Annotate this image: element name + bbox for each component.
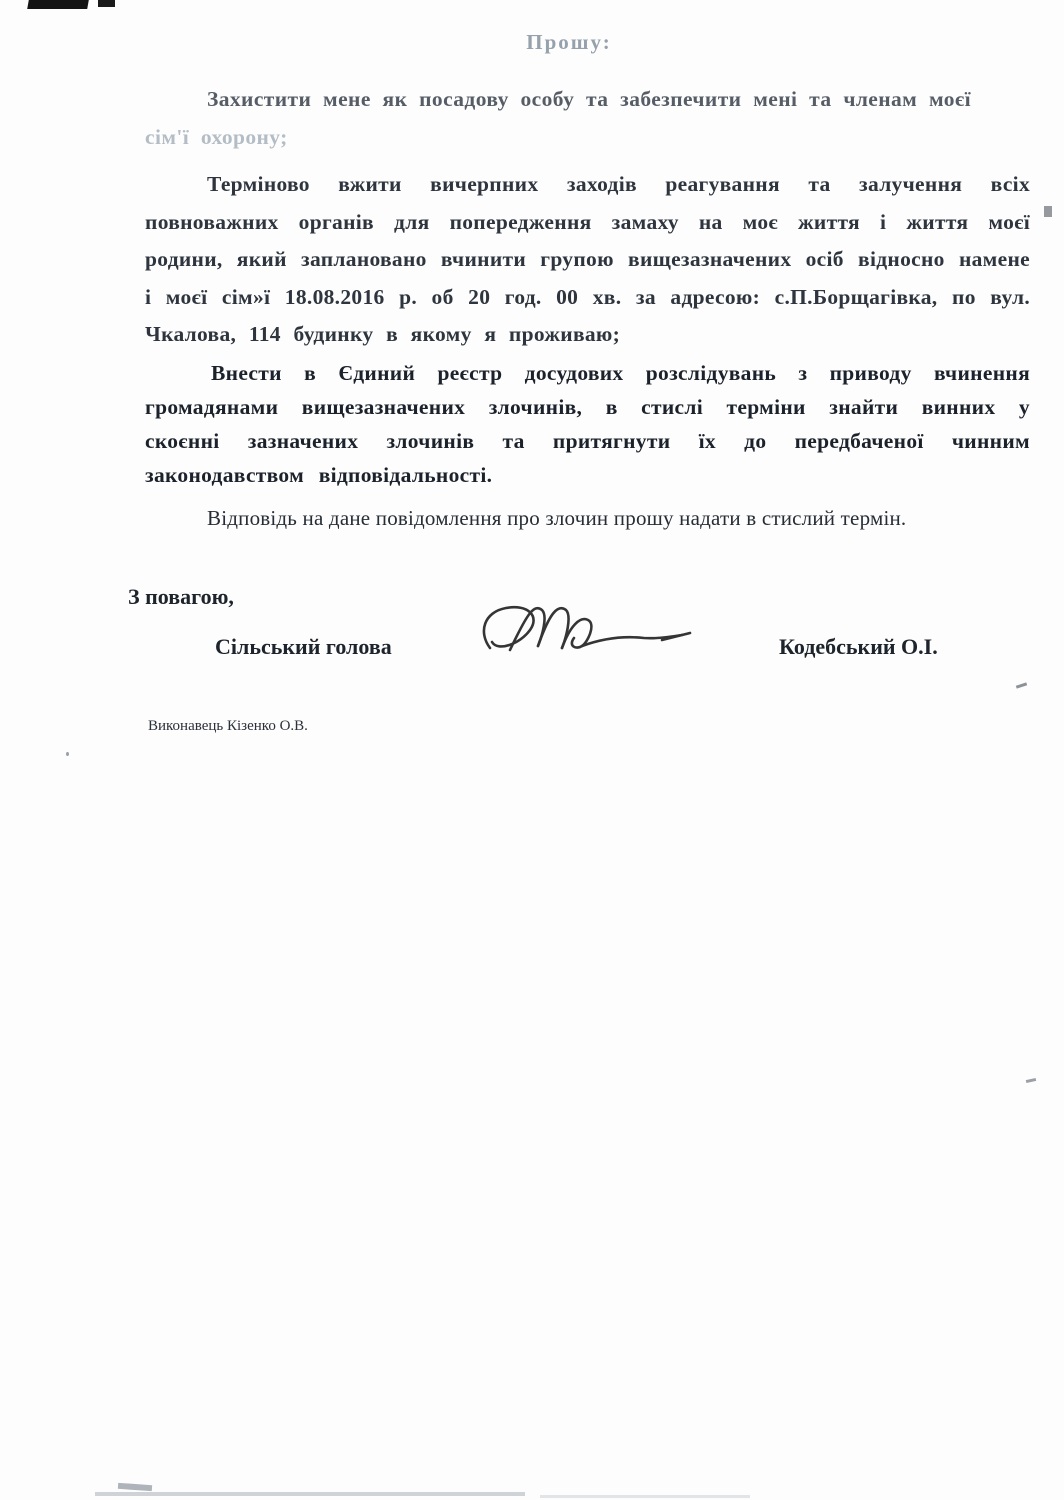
paragraph-request-registry: Внести в Єдиний реєстр досудових розслідувань з приводу вчинення громадянами вищезазначених злочинів, в стислі терміни знайти винних у скоєнні зазначених злочинів та притягнути їх до передбаченої чинним законодавством відповідальності. [145, 361, 1030, 487]
signer-name: Кодебський О.І. [779, 634, 938, 659]
scan-artifact [1016, 682, 1027, 688]
signature-image [476, 596, 700, 668]
paragraph-response-note: Відповідь на дане повідомлення про злочин прошу надати в стислий термін. [207, 506, 907, 530]
scan-artifact [27, 0, 89, 9]
document-heading: Прошу: [526, 30, 612, 54]
executor-note: Виконавець Кізенко О.В. [148, 718, 308, 734]
closing-salutation: З повагою, [128, 584, 234, 609]
paragraph-request-measures: Терміново вжити вичерпних заходів реагування та залучення всіх повноважних органів для попередження замаху на моє життя і життя моєї родини, який заплановано вчинити групою вищезазначених осіб відносно намене і моєї сім»ї 18.08.2016 р. об 20 год. 00 хв. за адресою: с.П.Борщагівка, по вул. Чкалова, 114 будинку в якому я проживаю; [145, 172, 1030, 346]
scan-artifact [98, 0, 115, 7]
scan-artifact [95, 1492, 525, 1496]
paragraph-line-faded: сім'ї охорону; [145, 125, 288, 149]
paragraph-request-protection [145, 80, 1030, 156]
scan-artifact [1044, 206, 1052, 217]
scan-artifact [1026, 1078, 1036, 1083]
scan-artifact [66, 752, 69, 756]
scan-artifact [118, 1483, 152, 1491]
signer-title: Сільський голова [215, 634, 392, 659]
paragraph-line: Захистити мене як посадову особу та забезпечити мені та членам моєї [207, 87, 971, 111]
scan-artifact [540, 1495, 750, 1498]
